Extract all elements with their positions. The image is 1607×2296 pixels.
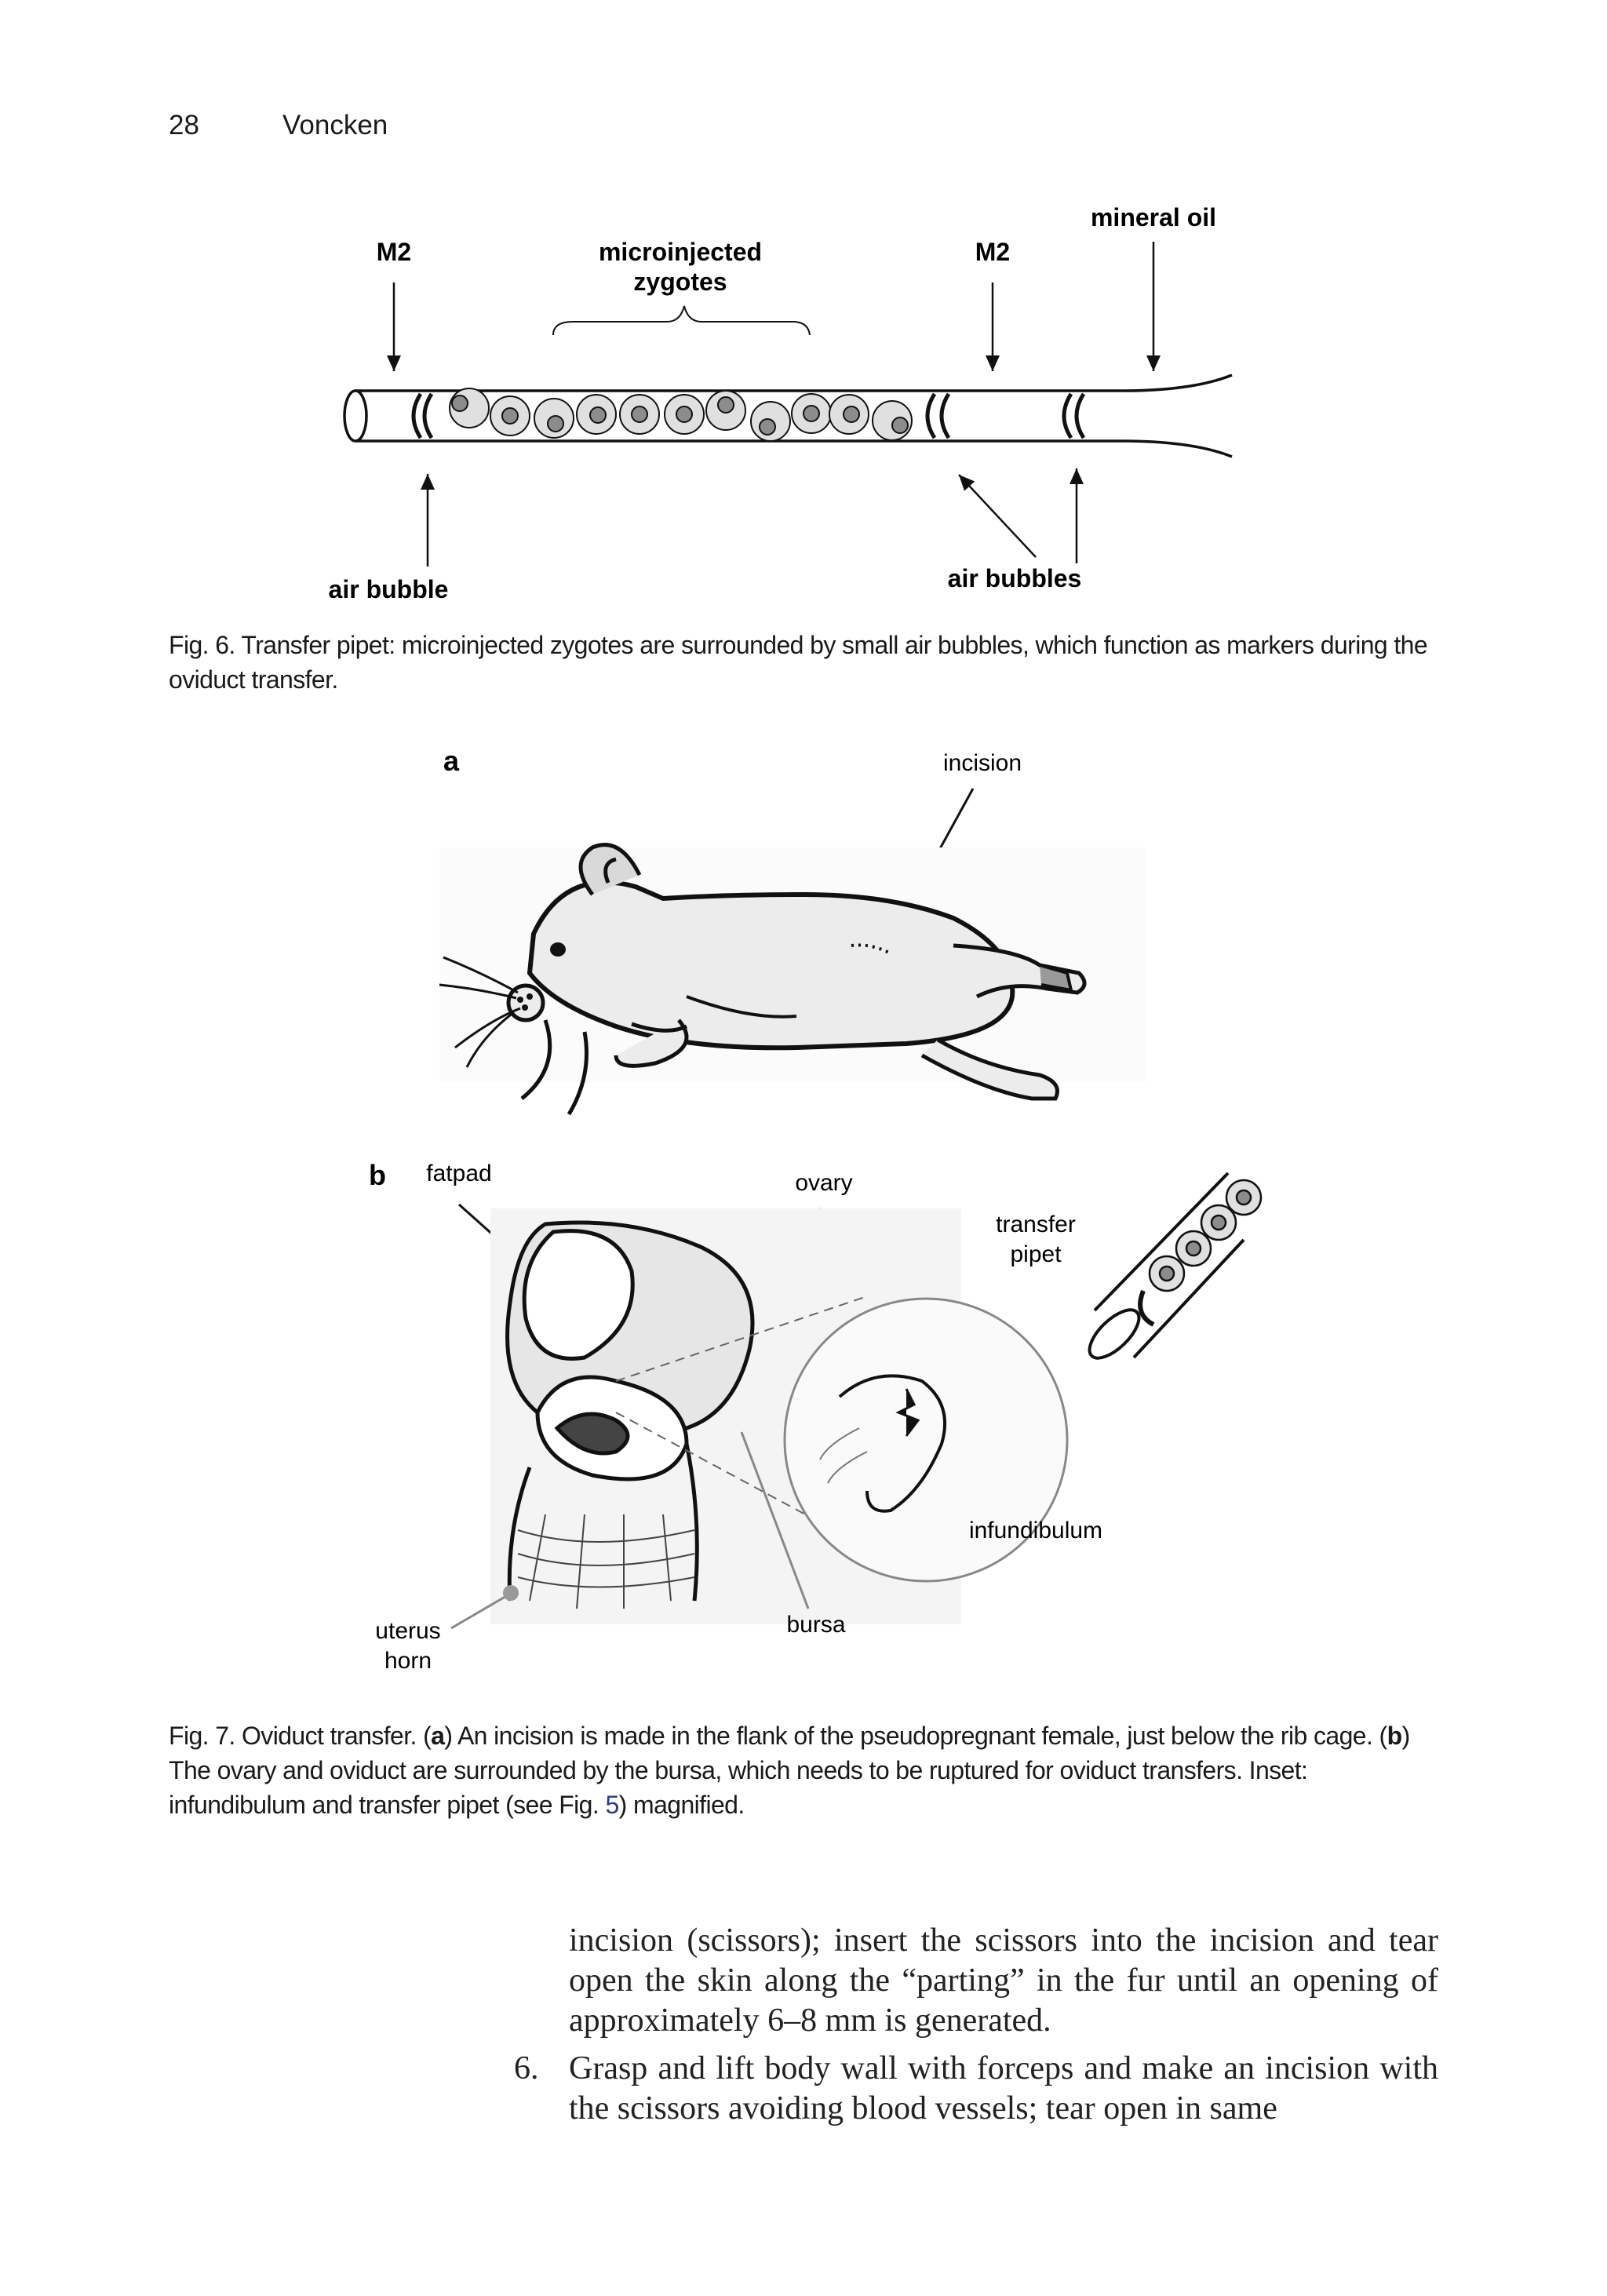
label-uterus-line1: uterus: [375, 1618, 441, 1644]
panel-b-label: b: [369, 1159, 386, 1191]
figure-6: [322, 188, 1295, 612]
label-bursa: bursa: [786, 1612, 846, 1638]
label-m2-left: M2: [376, 238, 412, 266]
caption-panel-a: a: [431, 1722, 445, 1750]
label-air-bubbles: air bubbles: [947, 564, 1082, 592]
label-incision: incision: [942, 750, 1022, 776]
label-transfer-line1: transfer: [996, 1212, 1076, 1237]
continuation-paragraph: incision (scissors); insert the scissors into the incision and tear open the skin along the “parting” in the fur until an opening of approximately 6–8 mm is generated.: [569, 1922, 1438, 2039]
caption-panel-b: b: [1387, 1722, 1402, 1750]
label-infundibulum: infundibulum: [968, 1518, 1103, 1543]
author-name: Voncken: [282, 110, 388, 140]
transfer-pipet-illustration: [1082, 1173, 1261, 1366]
label-transfer-line2: pipet: [1010, 1241, 1062, 1267]
running-header: [169, 110, 388, 141]
label-air-bubble: air bubble: [328, 575, 449, 603]
body-text: [514, 1921, 1438, 2129]
zygote-brace: [553, 306, 810, 335]
caption-part: Fig. 7. Oviduct transfer. (: [169, 1722, 432, 1750]
caption-part: ) magnified.: [618, 1791, 745, 1819]
label-zygotes-line2: zygotes: [633, 268, 727, 296]
label-ovary: ovary: [795, 1170, 853, 1196]
caption-part: ) The ovary and oviduct are surrounded by the bursa, which needs to be ruptured for oviduct transfers. Inset: infundibulum and transfer pipet (see Fig.: [169, 1722, 1410, 1819]
mouse-illustration: [439, 845, 1146, 1114]
panel-a-label: a: [443, 745, 460, 777]
figure-5-link[interactable]: 5: [605, 1791, 619, 1819]
caption-part: ) An incision is made in the flank of the pseudopregnant female, just below the rib cage. (: [444, 1722, 1387, 1750]
label-m2-right: M2: [975, 238, 1011, 266]
figure-7-caption: [169, 1718, 1438, 1822]
page-number: 28: [169, 110, 199, 140]
zygotes: [450, 388, 912, 441]
list-item: [514, 2049, 1438, 2129]
list-item-text: Grasp and lift body wall with forceps and make an incision with the scissors avoiding blood vessels; tear open in same: [569, 2050, 1438, 2127]
label-zygotes-line1: microinjected: [598, 238, 763, 266]
label-fatpad: fatpad: [426, 1161, 492, 1186]
figure-7: [357, 738, 1279, 1703]
list-item-number: 6.: [514, 2050, 539, 2086]
label-uterus-line2: horn: [384, 1648, 432, 1674]
figure-6-caption: Fig. 6. Transfer pipet: microinjected zygotes are surrounded by small air bubbles, which function as markers during the oviduct transfer.: [169, 631, 1428, 694]
label-mineral-oil: mineral oil: [1090, 203, 1217, 231]
